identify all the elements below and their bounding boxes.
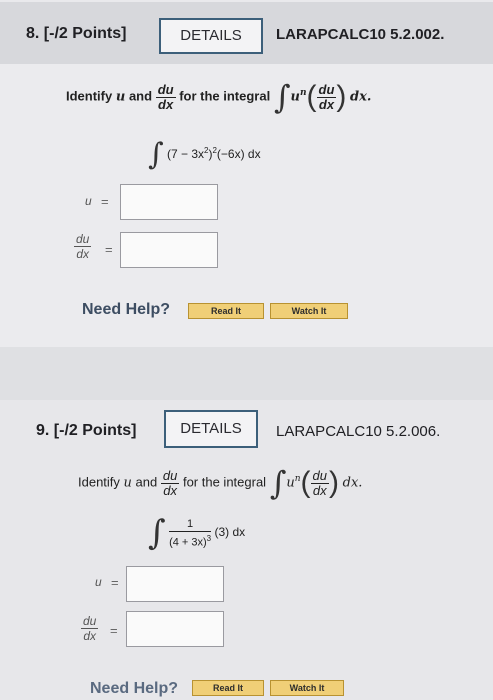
du-dx-fraction	[81, 614, 98, 643]
prompt-text: Identify	[66, 88, 113, 104]
question-8-title	[26, 25, 126, 43]
u-answer-input[interactable]	[126, 566, 224, 602]
right-paren-icon: )	[336, 80, 347, 113]
u-label: u	[95, 575, 102, 589]
left-paren-icon: (	[306, 80, 317, 113]
integral-expression	[148, 137, 261, 172]
du-dx-label	[81, 614, 98, 643]
integral-fraction	[169, 517, 211, 550]
fraction-denominator: (4 + 3x)	[169, 536, 207, 549]
du-dx-answer-input[interactable]	[126, 611, 224, 647]
question-code: LARAPCALC10 5.2.002.	[276, 26, 445, 43]
expr-exponent: 2	[204, 146, 209, 156]
question-separator	[0, 347, 493, 400]
expr-part: (−6x) dx	[216, 147, 261, 162]
prompt-u: u	[290, 89, 300, 105]
fraction-numerator: du	[318, 81, 335, 97]
prompt-text: for the integral	[182, 474, 267, 490]
watch-it-button[interactable]: Watch It	[270, 680, 344, 696]
fraction-denominator: dx	[158, 96, 174, 112]
fraction-denominator: dx	[76, 247, 90, 261]
details-button[interactable]: DETAILS	[164, 410, 258, 448]
du-dx-fraction	[317, 83, 337, 112]
prompt-exponent: n	[294, 474, 301, 485]
fraction-numerator: 1	[169, 517, 211, 532]
fraction-denominator: dx	[163, 482, 177, 498]
expr-part: )	[208, 147, 213, 162]
integral-sign-icon: ∫	[269, 464, 287, 502]
need-help-label: Need Help?	[90, 680, 179, 697]
watch-it-button[interactable]: Watch It	[270, 303, 348, 319]
right-paren-icon: )	[329, 466, 340, 499]
prompt-text: for the integral	[179, 88, 271, 104]
u-answer-input[interactable]	[120, 184, 218, 220]
equals-sign: =	[111, 575, 119, 590]
integral-sign-icon: ∫	[148, 137, 164, 172]
prompt-u: u	[286, 475, 295, 491]
du-dx-fraction	[161, 469, 179, 498]
fraction-numerator: du	[76, 232, 90, 246]
du-dx-fraction	[156, 83, 176, 112]
prompt-dx: dx.	[342, 475, 363, 491]
equals-sign: =	[101, 194, 109, 209]
question-9-title	[36, 422, 136, 440]
read-it-button[interactable]: Read It	[188, 303, 264, 319]
details-button[interactable]: DETAILS	[159, 18, 263, 54]
question-code: LARAPCALC10 5.2.006.	[276, 423, 441, 440]
prompt-u: u	[123, 475, 132, 491]
fraction-denominator: dx	[312, 482, 327, 498]
question-number: 8.	[26, 25, 40, 42]
prompt-text: and	[128, 88, 153, 104]
left-paren-icon: (	[300, 466, 311, 499]
integral-sign-icon: ∫	[148, 513, 166, 553]
fraction-numerator: du	[83, 614, 97, 628]
integral-expression	[148, 513, 246, 553]
integral-sign-icon: ∫	[273, 78, 291, 116]
fraction-numerator: du	[312, 467, 328, 483]
expr-exponent: 2	[212, 146, 217, 156]
expr-part: (3) dx	[214, 525, 246, 540]
question-8-prompt	[66, 80, 371, 114]
prompt-exponent: n	[299, 88, 307, 99]
equals-sign: =	[110, 623, 118, 638]
du-dx-label	[74, 232, 91, 261]
fraction-denominator: dx	[83, 629, 97, 643]
question-9-prompt	[78, 466, 362, 500]
u-label: u	[85, 194, 92, 208]
equals-sign: =	[105, 242, 113, 257]
read-it-button[interactable]: Read It	[192, 680, 264, 696]
du-dx-fraction	[74, 232, 91, 261]
question-number: 9.	[36, 422, 50, 439]
prompt-text: and	[135, 474, 158, 490]
fraction-numerator: du	[162, 467, 178, 483]
expr-part: (7 − 3x	[166, 147, 205, 162]
du-dx-fraction	[311, 469, 329, 498]
fraction-numerator: du	[157, 81, 174, 97]
prompt-text: Identify	[78, 474, 120, 490]
expr-exponent: 3	[206, 533, 212, 543]
prompt-u: u	[115, 89, 126, 105]
need-help-label: Need Help?	[82, 301, 171, 318]
fraction-denominator: dx	[318, 96, 335, 112]
question-points: [-/2 Points]	[53, 422, 137, 439]
question-points: [-/2 Points]	[43, 25, 127, 42]
du-dx-answer-input[interactable]	[120, 232, 218, 268]
prompt-dx: dx.	[350, 89, 372, 105]
